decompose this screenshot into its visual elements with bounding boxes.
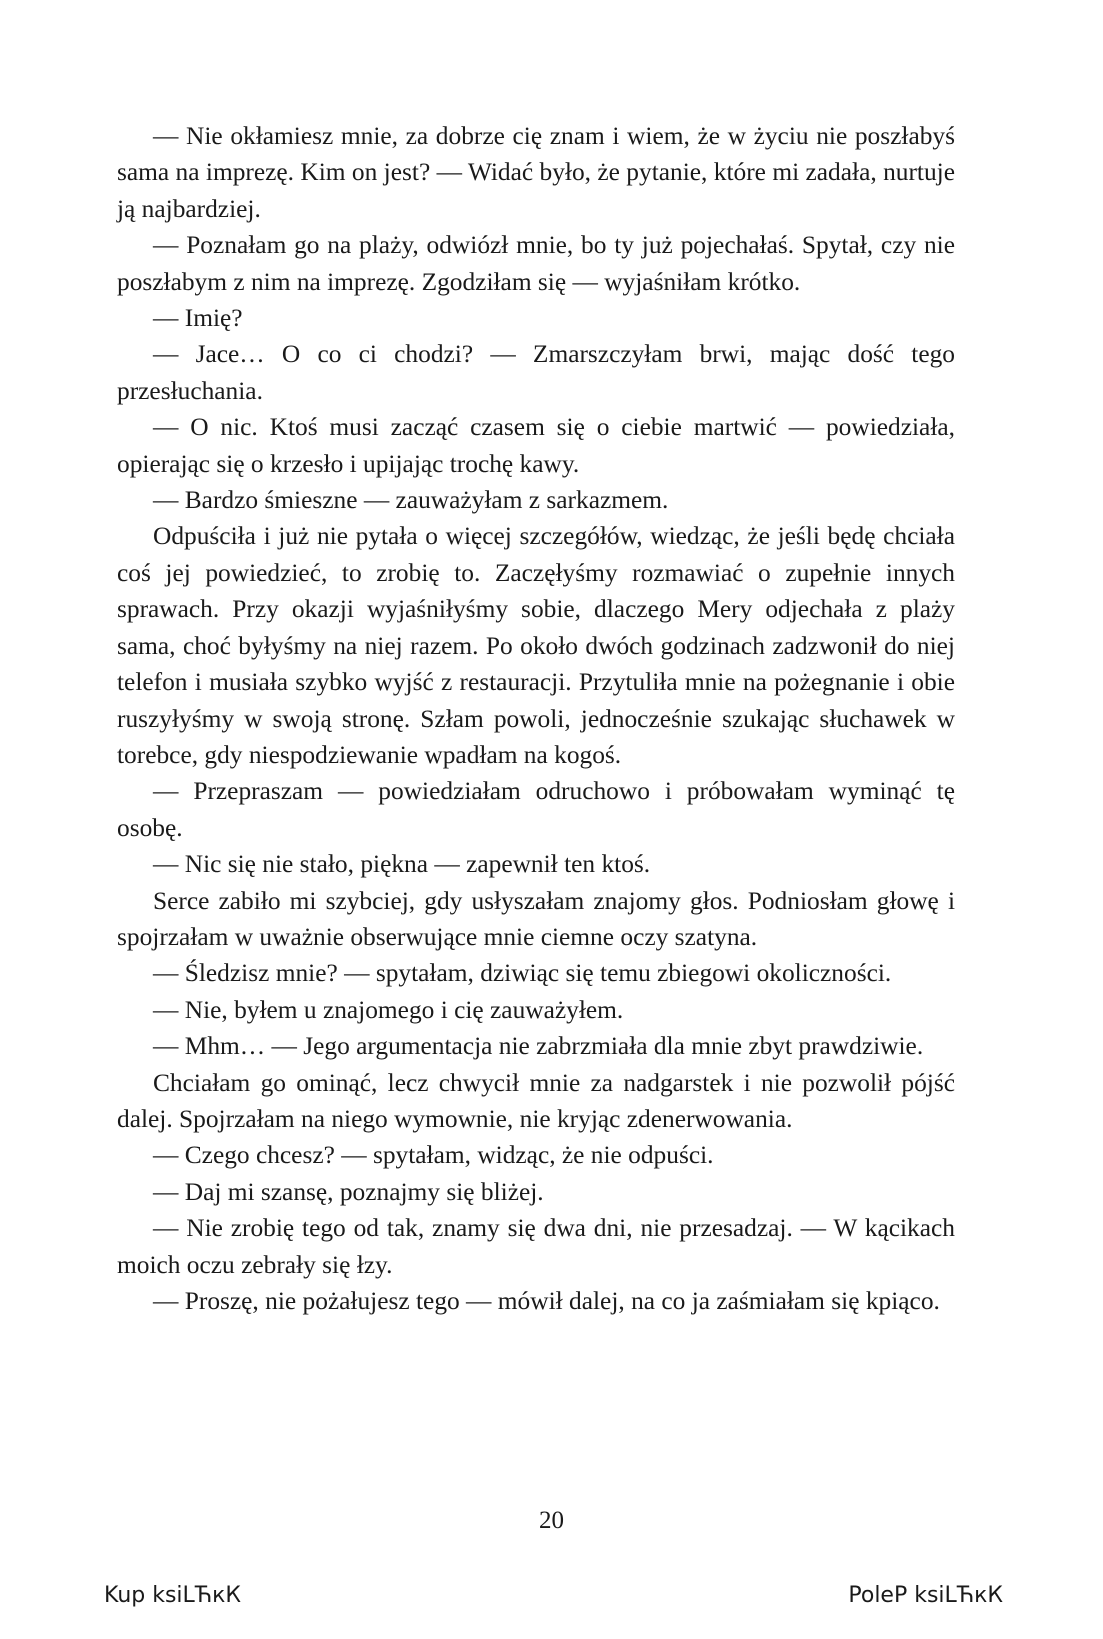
paragraph: — Nie zrobię tego od tak, znamy się dwa dni, nie przesadzaj. — W kącikach moich oczu zebrały się łzy. bbox=[117, 1214, 955, 1279]
paragraph: — Proszę, nie pożałujesz tego — mówił dalej, na co ja zaśmiałam się kpiąco. bbox=[153, 1287, 940, 1315]
paragraph: Odpuściła i już nie pytała o więcej szczegółów, wiedząc, że jeśli będę chciała coś jej powiedzieć, to zrobię to. Zaczęłyśmy rozmawiać o zupełnie innych sprawach. Przy okazji wyjaśniłyśmy sobie, dlaczego Mery odjechała z plaży sama, choć byłyśmy na niej razem. Po około dwóch godzinach zadzwonił do niej telefon i musiała szybko wyjść z restauracji. Przytuliła mnie na pożegnanie i obie ruszyłyśmy w swoją stronę. Szłam powoli, jednocześnie szukając słuchawek w torebce, gdy niespodziewanie wpadłam na kogoś. bbox=[117, 522, 955, 769]
paragraph: Serce zabiło mi szybciej, gdy usłyszałam znajomy głos. Podniosłam głowę i spojrzałam w uważnie obserwujące mnie ciemne oczy szatyna. bbox=[117, 886, 955, 951]
page-number: 20 bbox=[539, 1507, 564, 1534]
body-text bbox=[117, 118, 955, 1319]
paragraph: — Daj mi szansę, poznajmy się bliżej. bbox=[153, 1177, 544, 1206]
paragraph: — Nie, byłem u znajomego i cię zauważyłem. bbox=[153, 995, 624, 1024]
paragraph: — Przepraszam — powiedziałam odruchowo i próbowałam wyminąć tę osobę. bbox=[117, 777, 955, 842]
paragraph: — Nic się nie stało, piękna — zapewnił ten ktoś. bbox=[153, 850, 651, 879]
paragraph: — Bardzo śmieszne — zauważyłam z sarkazmem. bbox=[153, 486, 669, 515]
paragraph: — Poznałam go na plaży, odwiózł mnie, bo ty już pojechałaś. Spytał, czy nie poszłabym z nim na imprezę. Zgodziłam się — wyjaśniłam krótko. bbox=[117, 231, 955, 296]
paragraph: — Nie okłamiesz mnie, za dobrze cię znam i wiem, że w życiu nie poszłabyś sama na imprezę. Kim on jest? — Widać było, że pytanie, które mi zadała, nurtuje ją najbardziej. bbox=[117, 122, 955, 223]
paragraph: — Czego chcesz? — spytałam, widząc, że nie odpuści. bbox=[153, 1141, 714, 1170]
paragraph: — Jace… O co ci chodzi? — Zmarszczyłam brwi, mając dość tego przesłuchania. bbox=[117, 340, 955, 405]
footer-buy-book-link[interactable]: Kup ksiLЋкК bbox=[104, 1583, 242, 1608]
paragraph: — Mhm… — Jego argumentacja nie zabrzmiała dla mnie zbyt prawdziwie. bbox=[153, 1032, 924, 1061]
paragraph: — Imię? bbox=[153, 304, 243, 333]
paragraph: — Śledzisz mnie? — spytałam, dziwiąc się temu zbiegowi okoliczności. bbox=[153, 959, 892, 988]
footer-recommend-book-link[interactable]: PoleP ksiLЋкК bbox=[848, 1583, 1003, 1608]
paragraph: Chciałam go ominąć, lecz chwycił mnie za nadgarstek i nie pozwolił pójść dalej. Spojrzałam na niego wymownie, nie kryjąc zdenerwowania. bbox=[117, 1068, 955, 1133]
paragraph: — O nic. Ktoś musi zacząć czasem się o ciebie martwić — powiedziała, opierając się o krzesło i upijając trochę kawy. bbox=[117, 413, 955, 478]
